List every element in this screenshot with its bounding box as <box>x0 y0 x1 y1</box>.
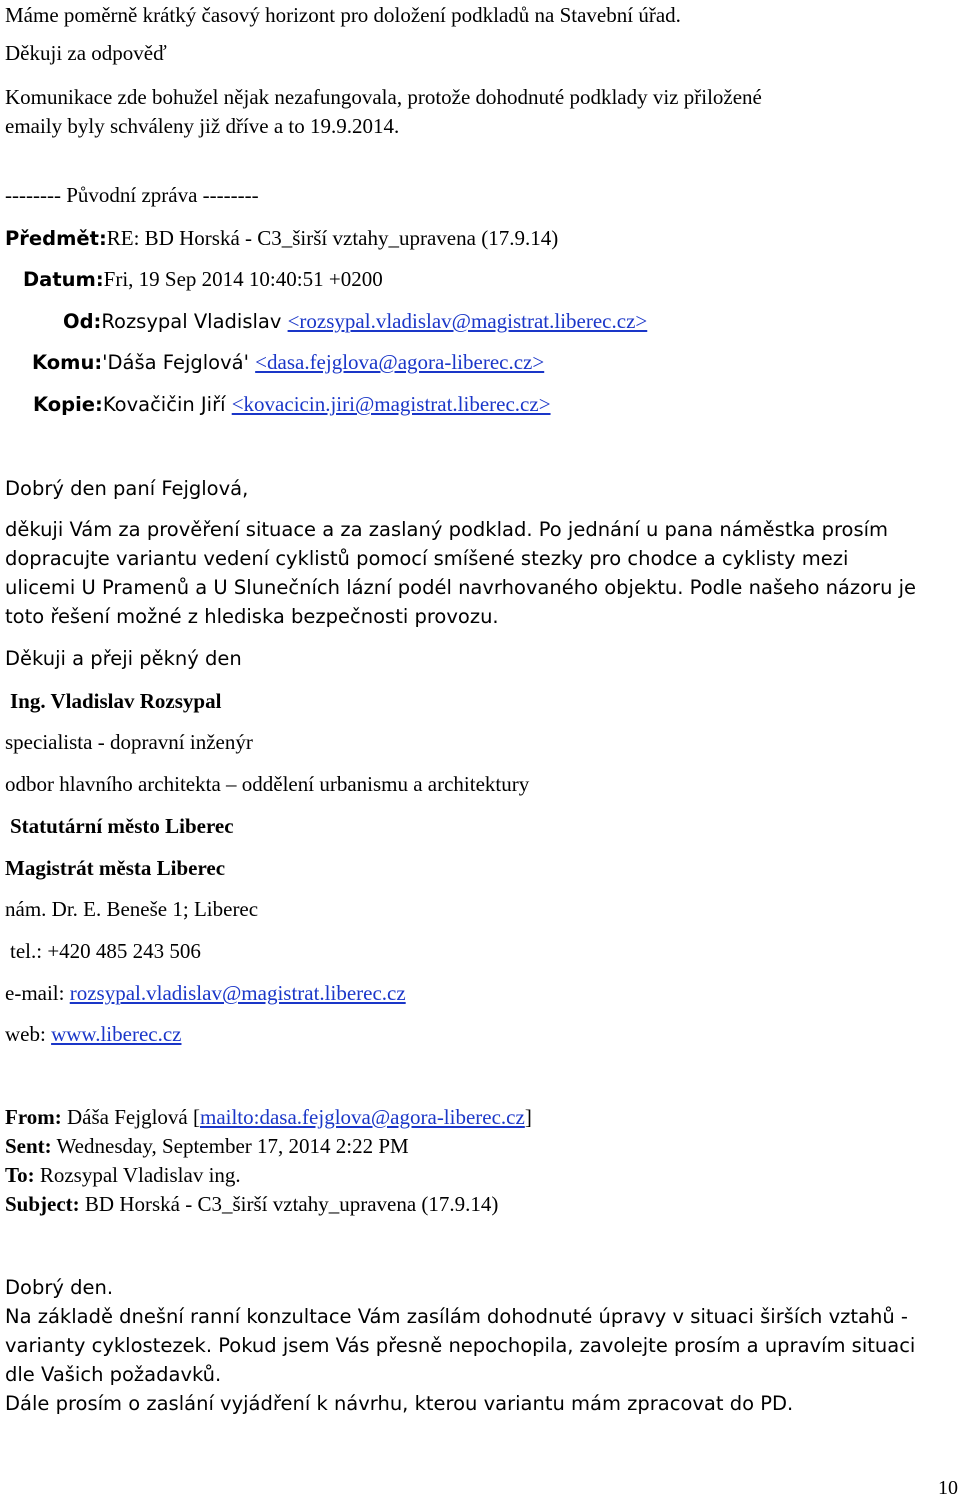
forwarded-subject-label: Subject: <box>5 1192 80 1216</box>
reply-paragraph-line-1: děkuji Vám za prověření situace a za zaslaný podklad. Po jednání u pana náměstka prosím <box>5 518 889 541</box>
forwarded-to-value: Rozsypal Vladislav ing. <box>34 1163 241 1187</box>
email-link[interactable]: rozsypal.vladislav@magistrat.liberec.cz <box>69 981 406 1005</box>
date-value: Fri, 19 Sep 2014 10:40:51 +0200 <box>103 267 383 291</box>
reply-closing: Děkuji a přeji pěkný den <box>5 647 242 670</box>
body-line-4: Dále prosím o zaslání vyjádření k návrhu, kterou variantu mám zpracovat do PD. <box>5 1392 794 1415</box>
email-label: e-mail: <box>5 981 70 1005</box>
communication-line-2: emaily byly schváleny již dříve a to 19.9.2014. <box>5 114 400 138</box>
signature-city: Statutární město Liberec <box>10 814 234 838</box>
from-label: Od: <box>63 310 102 333</box>
intro-line: Máme poměrně krátký časový horizont pro doložení podkladů na Stavební úřad. <box>5 3 681 27</box>
web-link[interactable]: www.liberec.cz <box>51 1022 182 1046</box>
signature-office: Magistrát města Liberec <box>5 856 226 880</box>
signature-department: odbor hlavního architekta – oddělení urbanismu a architektury <box>5 772 530 796</box>
body-line-2: varianty cyklostezek. Pokud jsem Vás přesně nepochopila, zavolejte prosím a upravím situaci <box>5 1334 916 1357</box>
forwarded-to <box>5 1162 241 1188</box>
signature-name: Ing. Vladislav Rozsypal <box>10 689 222 713</box>
to-label: Komu: <box>32 351 103 374</box>
thanks-line: Děkuji za odpověď <box>5 41 167 65</box>
from-email-link[interactable]: <rozsypal.vladislav@magistrat.liberec.cz> <box>287 309 648 333</box>
to-name: 'Dáša Fejglová' <box>102 351 256 374</box>
original-to <box>32 349 544 376</box>
forwarded-sent <box>5 1133 409 1159</box>
from-name: Rozsypal Vladislav <box>101 310 288 333</box>
original-date <box>23 266 383 293</box>
original-subject <box>5 225 558 252</box>
original-cc <box>33 391 551 418</box>
body-greeting: Dobrý den. <box>5 1276 114 1299</box>
reply-greeting: Dobrý den paní Fejglová, <box>5 477 249 500</box>
cc-name: Kovačičin Jiří <box>102 393 232 416</box>
web-label: web: <box>5 1022 52 1046</box>
body-line-1: Na základě dnešní ranní konzultace Vám zasílám dohodnuté úpravy v situaci širších vztahů - <box>5 1305 908 1328</box>
forwarded-from-end: ] <box>524 1105 532 1129</box>
signature-email <box>5 980 406 1006</box>
forwarded-to-label: To: <box>5 1163 35 1187</box>
cc-label: Kopie: <box>33 393 103 416</box>
date-label: Datum: <box>23 268 104 291</box>
reply-paragraph-line-2: dopracujte variantu vedení cyklistů pomocí smíšené stezky pro chodce a cyklisty mezi <box>5 547 849 570</box>
cc-email-link[interactable]: <kovacicin.jiri@magistrat.liberec.cz> <box>231 392 551 416</box>
reply-paragraph-line-4: toto řešení možné z hlediska bezpečnosti provozu. <box>5 605 499 628</box>
subject-label: Předmět: <box>5 227 107 250</box>
to-email-link[interactable]: <dasa.fejglova@agora-liberec.cz> <box>255 350 545 374</box>
forwarded-subject-value: BD Horská - C3_širší vztahy_upravena (17.9.14) <box>79 1192 499 1216</box>
original-message-separator: -------- Původní zpráva -------- <box>5 183 259 207</box>
subject-value: RE: BD Horská - C3_širší vztahy_upravena (17.9.14) <box>106 226 559 250</box>
forwarded-from-label: From: <box>5 1105 62 1129</box>
forwarded-subject <box>5 1191 498 1217</box>
forwarded-mailto-link[interactable]: mailto:dasa.fejglova@agora-liberec.cz <box>199 1105 525 1129</box>
original-from <box>63 308 647 335</box>
forwarded-from <box>5 1104 532 1130</box>
signature-web <box>5 1021 181 1047</box>
forwarded-sent-value: Wednesday, September 17, 2014 2:22 PM <box>51 1134 409 1158</box>
reply-paragraph-line-3: ulicemi U Pramenů a U Slunečních lázní podél navrhovaného objektu. Podle našeho názoru je <box>5 576 917 599</box>
page-number: 10 <box>938 1477 958 1499</box>
forwarded-from-name: Dáša Fejglová [ <box>61 1105 200 1129</box>
signature-address: nám. Dr. E. Beneše 1; Liberec <box>5 897 259 921</box>
communication-line-1: Komunikace zde bohužel nějak nezafungovala, protože dohodnuté podklady viz přiložené <box>5 85 762 109</box>
body-line-3: dle Vašich požadavků. <box>5 1363 222 1386</box>
signature-phone: tel.: +420 485 243 506 <box>10 939 201 963</box>
forwarded-sent-label: Sent: <box>5 1134 52 1158</box>
signature-role: specialista - dopravní inženýr <box>5 730 253 754</box>
